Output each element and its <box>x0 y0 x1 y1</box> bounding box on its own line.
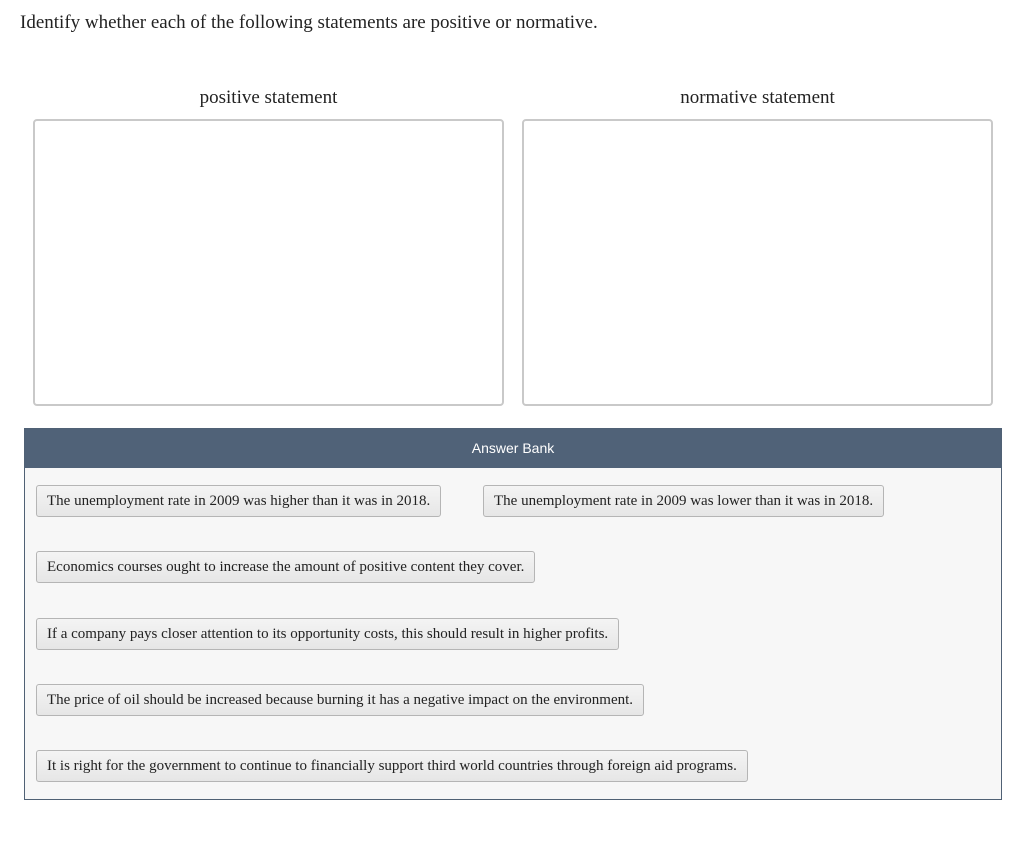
drop-zone-normative[interactable] <box>522 119 993 406</box>
category-normative <box>522 86 993 406</box>
drop-zone-positive[interactable] <box>33 119 504 406</box>
answer-chip[interactable]: Economics courses ought to increase the amount of positive content they cover. <box>36 551 535 583</box>
answer-chip[interactable]: The unemployment rate in 2009 was lower than it was in 2018. <box>483 485 884 517</box>
answer-chip[interactable]: If a company pays closer attention to its opportunity costs, this should result in higher profits. <box>36 618 619 650</box>
category-title-positive: positive statement <box>199 87 338 108</box>
category-title-normative: normative statement <box>680 87 835 108</box>
question-prompt: Identify whether each of the following statements are positive or normative. <box>20 12 598 33</box>
answer-bank-header: Answer Bank <box>25 429 1001 468</box>
category-positive <box>33 86 504 406</box>
answer-chip[interactable]: It is right for the government to continue to financially support third world countries through foreign aid programs. <box>36 750 748 782</box>
answer-chip[interactable]: The unemployment rate in 2009 was higher than it was in 2018. <box>36 485 441 517</box>
answer-chip[interactable]: The price of oil should be increased because burning it has a negative impact on the environment. <box>36 684 644 716</box>
answer-bank <box>24 428 1002 800</box>
